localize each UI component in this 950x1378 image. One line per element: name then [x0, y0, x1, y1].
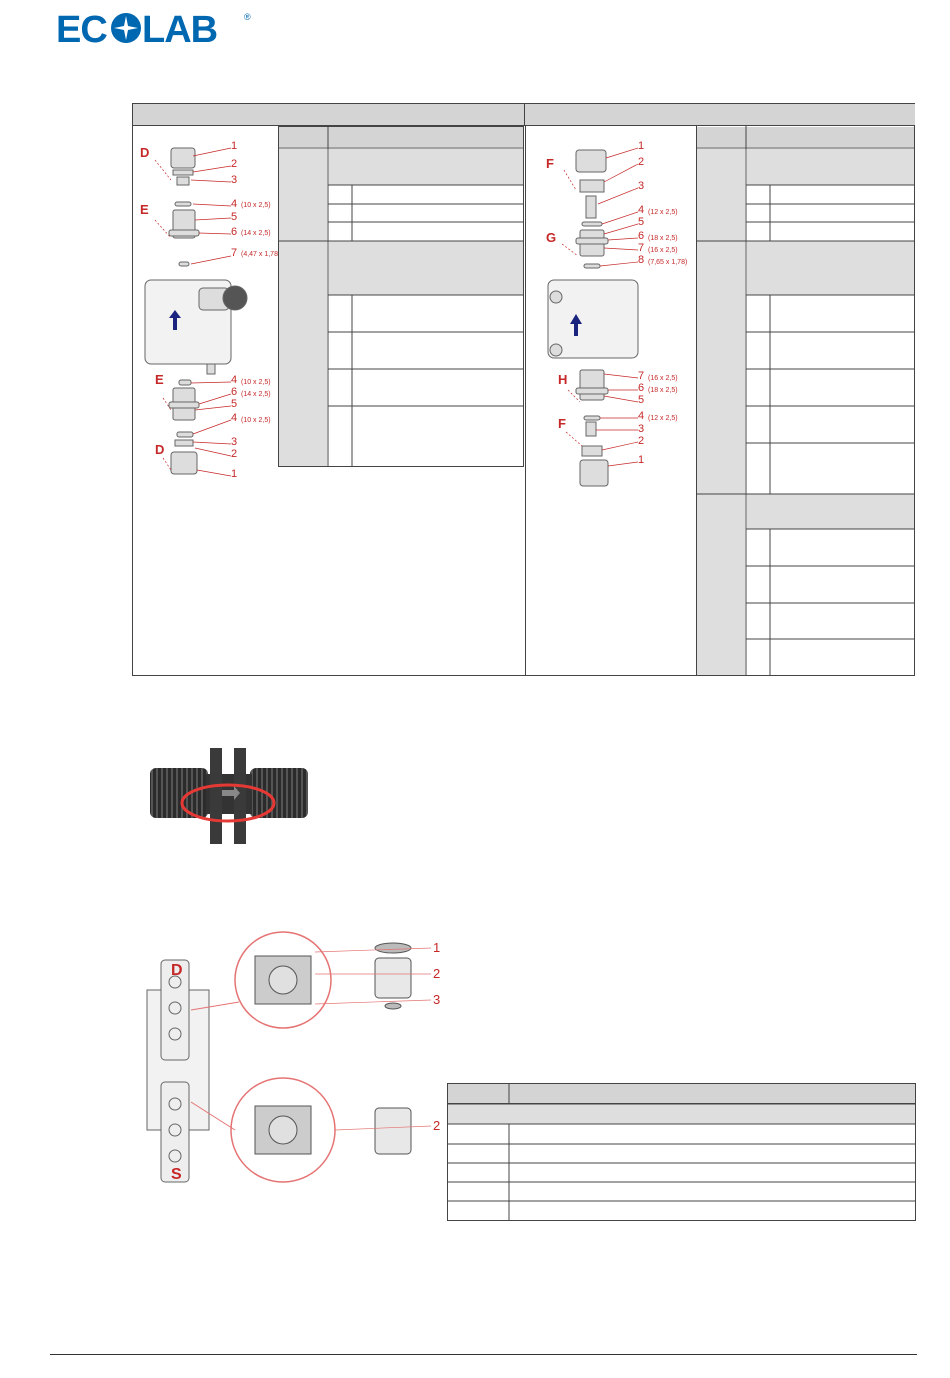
- callout-rb6: 6: [638, 382, 645, 394]
- callout-r8-size: (7,65 x 1,78): [648, 259, 688, 266]
- callout-b1: 1: [231, 468, 238, 480]
- callout-7-size: (4,47 x 1,78: [241, 251, 278, 258]
- valve-callout-1: 1: [433, 940, 441, 955]
- label-D-top: D: [140, 145, 150, 160]
- callout-r6-size: (18 x 2,5): [648, 235, 678, 242]
- callout-rb3: 3: [638, 423, 645, 435]
- callout-b5: 5: [231, 398, 238, 410]
- callout-4-size: (10 x 2,5): [241, 202, 271, 209]
- table-header-left: [133, 104, 525, 126]
- callout-7: 7: [231, 247, 238, 259]
- ecolab-logo: [56, 8, 256, 48]
- callout-1: 1: [231, 140, 238, 152]
- callout-2: 2: [231, 158, 238, 170]
- label-F-bottom: F: [558, 416, 566, 431]
- callout-r5: 5: [638, 216, 645, 228]
- label-D-bottom: D: [155, 442, 165, 457]
- svg-text:LAB: LAB: [142, 9, 218, 48]
- table-header-right: [525, 104, 915, 126]
- callout-5: 5: [231, 211, 238, 223]
- callout-b4b-size: (10 x 2,5): [241, 417, 271, 424]
- callout-r7: 7: [638, 242, 645, 254]
- callout-rb2: 2: [638, 435, 645, 447]
- callout-r2: 2: [638, 156, 645, 168]
- callout-6-size: (14 x 2,5): [241, 230, 271, 237]
- callout-b3: 3: [231, 436, 238, 448]
- callout-3: 3: [231, 174, 238, 186]
- right-parts-subtable: [696, 126, 915, 676]
- label-F-top: F: [546, 156, 554, 171]
- callout-rb7: 7: [638, 370, 645, 382]
- svg-text:®: ®: [244, 12, 251, 22]
- valve-callout-2: 2: [433, 966, 441, 981]
- callout-r1: 1: [638, 140, 645, 152]
- footer-rule: [50, 1354, 917, 1355]
- callout-6: 6: [231, 226, 238, 238]
- callout-b6-size: (14 x 2,5): [241, 391, 271, 398]
- callout-rb5: 5: [638, 394, 645, 406]
- label-E-bottom: E: [155, 372, 164, 387]
- left-parts-subtable: [278, 126, 524, 467]
- callout-rb1: 1: [638, 454, 645, 466]
- callout-rb6-size: (18 x 2,5): [648, 387, 678, 394]
- callout-b2: 2: [231, 448, 238, 460]
- label-S-valve: S: [171, 1166, 182, 1183]
- callout-r7-size: (16 x 2,5): [648, 247, 678, 254]
- callout-4: 4: [231, 198, 238, 210]
- callout-r3: 3: [638, 180, 645, 192]
- valve-parts-table: [447, 1083, 916, 1221]
- right-exploded-diagram: [540, 140, 696, 500]
- label-H: H: [558, 372, 568, 387]
- callout-b6: 6: [231, 386, 238, 398]
- valve-callout-2b: 2: [433, 1118, 441, 1133]
- label-G: G: [546, 230, 557, 245]
- callout-r8: 8: [638, 254, 645, 266]
- callout-b4: 4: [231, 374, 238, 386]
- callout-b4b: 4: [231, 412, 238, 424]
- valve-diagram: [135, 930, 445, 1200]
- connector-photo: [146, 744, 311, 848]
- callout-rb4: 4: [638, 410, 645, 422]
- callout-rb7-size: (16 x 2,5): [648, 375, 678, 382]
- callout-rb4-size: (12 x 2,5): [648, 415, 678, 422]
- label-E-top: E: [140, 202, 149, 217]
- svg-text:EC: EC: [56, 9, 107, 48]
- label-D-valve: D: [171, 962, 183, 979]
- callout-b4-size: (10 x 2,5): [241, 379, 271, 386]
- left-exploded-diagram: [135, 140, 280, 505]
- callout-r4: 4: [638, 204, 645, 216]
- valve-callout-3: 3: [433, 992, 441, 1007]
- callout-r4-size: (12 x 2,5): [648, 209, 678, 216]
- callout-r6: 6: [638, 230, 645, 242]
